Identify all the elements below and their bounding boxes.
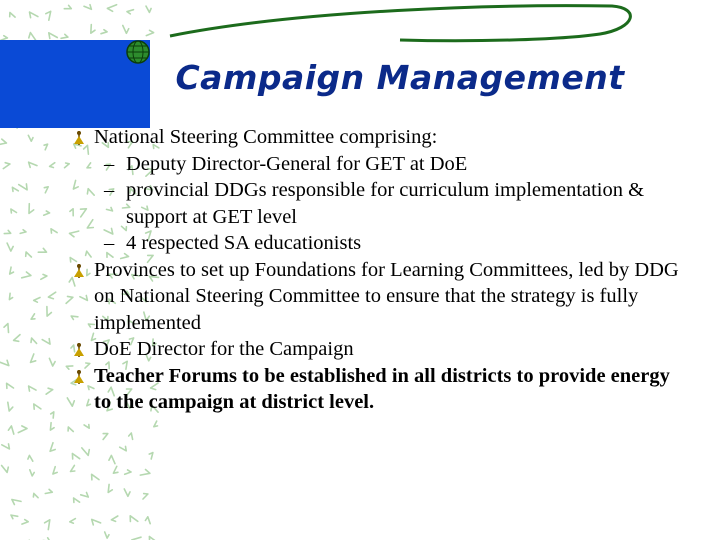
- list-item-text: DoE Director for the Campaign: [94, 338, 354, 360]
- dash: –: [104, 179, 115, 201]
- dash: –: [104, 232, 115, 254]
- list-item-text: Provinces to set up Foundations for Learning Committees, led by DDG on National Steering Committee to ensure that the strategy is fully implemented: [94, 258, 679, 334]
- sub-list-item-text: provincial DDGs responsible for curriculum implementation & support at GET level: [126, 179, 645, 228]
- sub-list-item: [72, 151, 692, 178]
- stick-figure-bullet-icon: [72, 263, 86, 279]
- list-item: [72, 257, 692, 337]
- stick-figure-bullet-icon: [72, 342, 86, 358]
- sub-list-item: [72, 177, 692, 230]
- bullet-list: [72, 124, 692, 416]
- sub-list-item-text: Deputy Director-General for GET at DoE: [126, 152, 468, 175]
- list-item: [72, 336, 692, 363]
- sub-list-item: [72, 230, 692, 257]
- list-item-text: National Steering Committee comprising:: [94, 126, 438, 148]
- list-item-text: Teacher Forums to be established in all districts to provide energy to the campaign at district level.: [94, 364, 670, 413]
- stick-figure-bullet-icon: [72, 369, 86, 385]
- slide-title: Campaign Management: [175, 58, 625, 97]
- stick-figure-bullet-icon: [72, 130, 86, 146]
- sub-list-item-text: 4 respected SA educationists: [126, 232, 362, 254]
- list-item: [72, 124, 692, 151]
- list-item: [72, 363, 692, 416]
- dash: –: [104, 152, 115, 175]
